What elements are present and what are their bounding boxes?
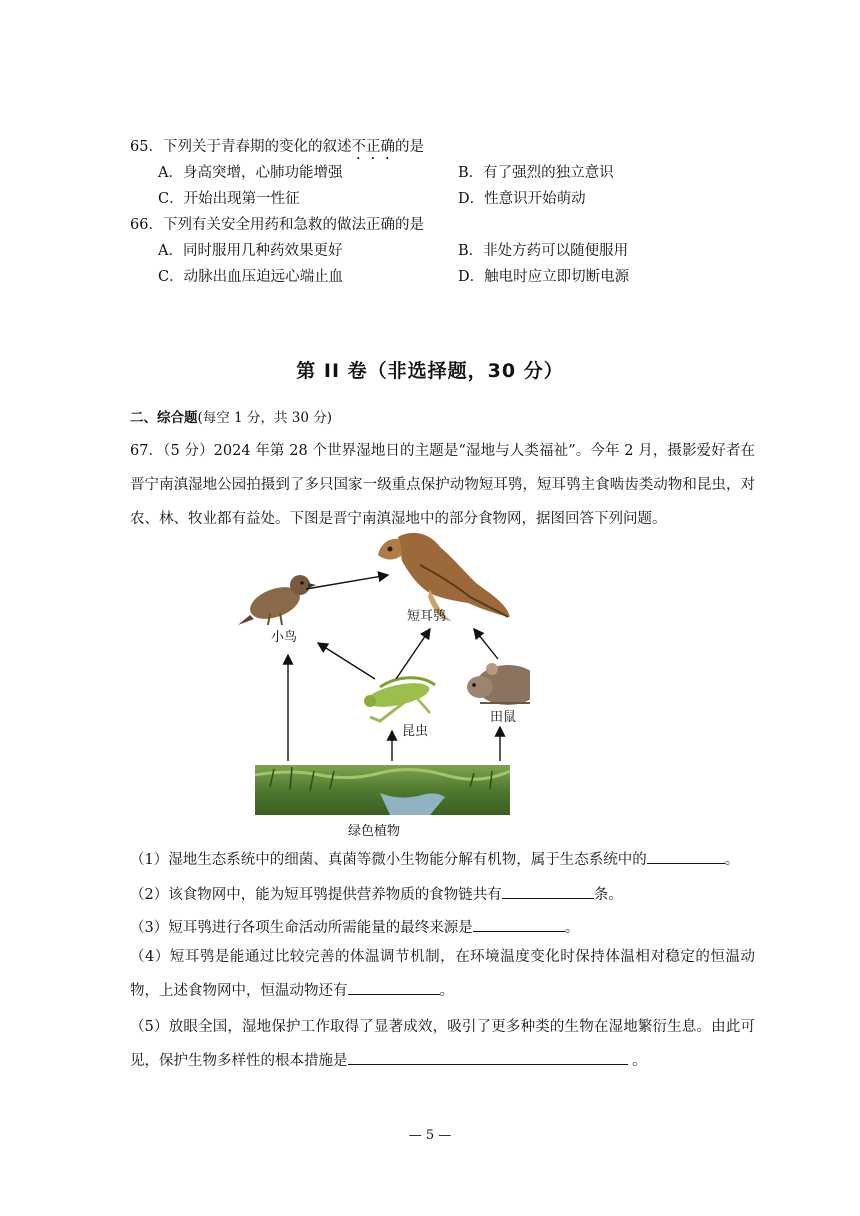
q65-emphasis: 不正确 [351, 139, 395, 155]
q67-sub1: （1）湿地生态系统中的细菌、真菌等微小生物能分解有机物，属于生态系统中的 。 [130, 847, 739, 870]
food-web-diagram [230, 525, 530, 825]
blank-2[interactable] [502, 882, 594, 899]
q66-stem: 66．下列有关安全用药和急救的做法正确的是 [130, 217, 424, 233]
q66-option-a: A．同时服用几种药效果更好 [158, 243, 343, 259]
q65-stem: 65．下列关于青春期的变化的叙述不正确的是 [130, 139, 424, 155]
arrow-mouse-to-owl [474, 629, 498, 659]
label-plants: 绿色植物 [348, 824, 401, 839]
blank-5[interactable] [348, 1048, 628, 1065]
blank-4[interactable] [348, 978, 440, 995]
page-number: — 5 — [408, 1128, 452, 1143]
q67-intro: 67．（5 分）2024 年第 28 个世界湿地日的主题是“湿地与人类福祉”。今年 2 月，摄影爱好者在晋宁南滇湿地公园拍摄到了多只国家一级重点保护动物短耳鸮，短耳鸮主食啮齿类动物和昆虫，对农、林、牧业都有益处。下图是晋宁南滇湿地中的部分食物网，据图回答下列问题。 [130, 443, 755, 527]
q66-option-d: D．触电时应立即切断电源 [458, 269, 630, 285]
arrow-insect-to-bird [318, 643, 375, 679]
arrow-insect-to-owl [396, 629, 430, 679]
blank-3[interactable] [473, 915, 565, 932]
q66-option-c: C．动脉出血压迫远心端止血 [158, 269, 344, 285]
section-title: 第 II 卷（非选择题，30 分） [296, 360, 564, 382]
label-mouse: 田鼠 [490, 710, 517, 725]
q67-sub2: （2）该食物网中，能为短耳鸮提供营养物质的食物链共有 条。 [130, 882, 623, 905]
q67-sub5: （5）放眼全国，湿地保护工作取得了显著成效，吸引了更多种类的生物在湿地繁衍生息。由此可见，保护生物多样性的根本措施是 。 [130, 1019, 755, 1069]
q66-option-b: B．非处方药可以随便服用 [458, 243, 629, 259]
section2-heading: 二、综合题(每空 1 分，共 30 分) [130, 410, 332, 426]
q65-option-c: C．开始出现第一性征 [158, 191, 300, 207]
q65-option-a: A．身高突增，心肺功能增强 [158, 165, 343, 181]
label-insect: 昆虫 [402, 724, 429, 739]
q67-sub4: （4）短耳鸮是能通过比较完善的体温调节机制，在环境温度变化时保持体温相对稳定的恒温动物，上述食物网中，恒温动物还有 。 [130, 949, 755, 999]
q67-sub3: （3）短耳鸮进行各项生命活动所需能量的最终来源是 。 [130, 915, 579, 938]
arrow-bird-to-owl [306, 575, 388, 589]
q65-option-d: D．性意识开始萌动 [458, 191, 586, 207]
plants-image [255, 765, 510, 815]
mouse-image [467, 663, 530, 705]
insect-image [364, 678, 435, 721]
label-owl: 短耳鸮 [407, 609, 447, 624]
blank-1[interactable] [647, 847, 725, 864]
q65-option-b: B．有了强烈的独立意识 [458, 165, 614, 181]
bird-image [238, 575, 316, 625]
label-bird: 小鸟 [271, 630, 298, 645]
